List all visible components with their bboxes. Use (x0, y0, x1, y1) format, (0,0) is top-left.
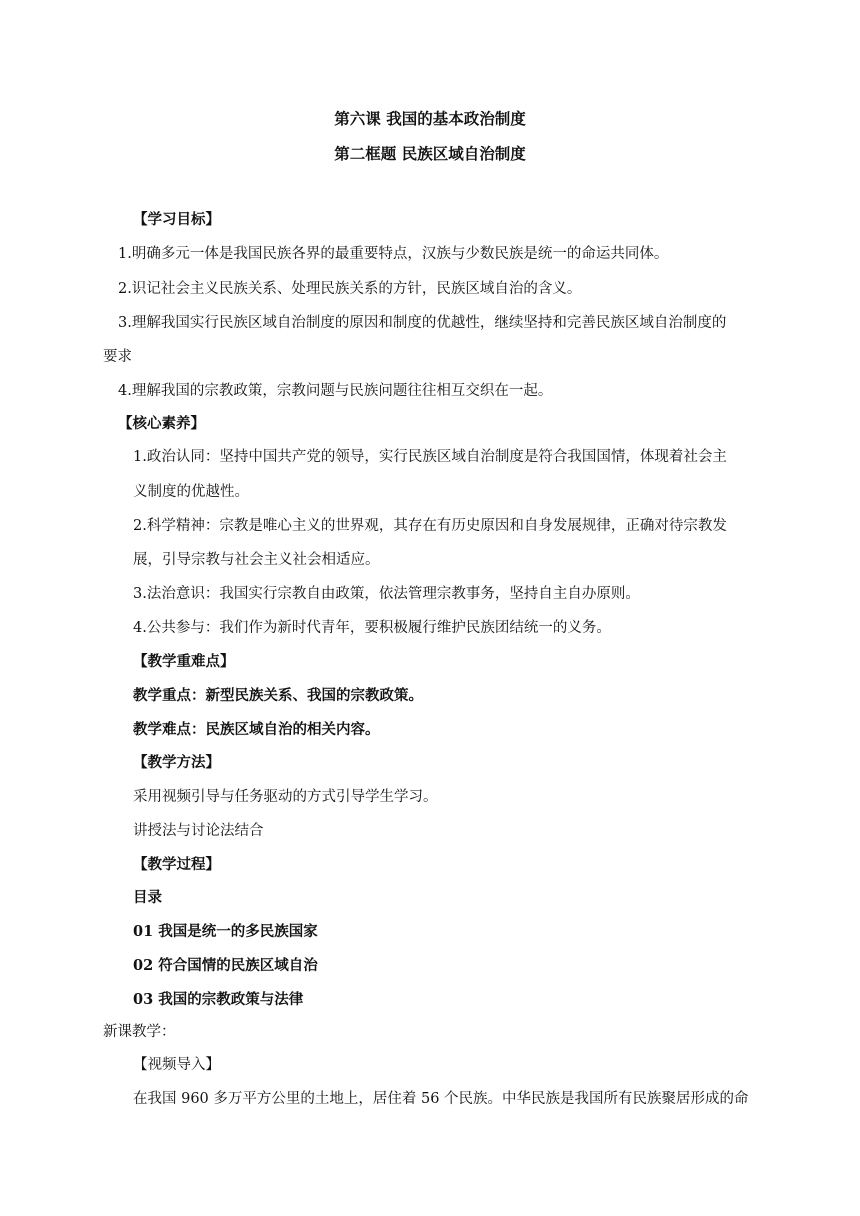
section-title: 第二框题 民族区域自治制度 (334, 144, 526, 163)
toc-item-2: 02 符合国情的民族区域自治 (133, 957, 318, 974)
methods-heading: 【教学方法】 (133, 754, 220, 771)
objective-item-3: 3.理解我国实行民族区域自治制度的原因和制度的优越性，继续坚持和完善民族区域自治制度的 (118, 315, 727, 331)
objective-item-2: 2.识记社会主义民族关系、处理民族关系的方针，民族区域自治的含义。 (118, 281, 582, 297)
objective-item-4: 4.理解我国的宗教政策，宗教问题与民族问题往往相互交织在一起。 (118, 383, 553, 399)
new-lesson-label: 新课教学： (103, 1024, 176, 1040)
literacy-item-1-continued: 义制度的优越性。 (133, 484, 249, 500)
video-intro-text: 在我国 960 多万平方公里的土地上，居住着 56 个民族。中华民族是我国所有民族聚居形成的命 (133, 1091, 749, 1107)
key-points-heading: 【教学重难点】 (133, 653, 235, 670)
process-heading: 【教学过程】 (133, 856, 220, 873)
toc-item-3: 03 我国的宗教政策与法律 (133, 991, 304, 1008)
method-line-2: 讲授法与讨论法结合 (133, 823, 264, 839)
teaching-focus: 教学重点：新型民族关系、我国的宗教政策。 (133, 687, 423, 704)
objective-item-1: 1.明确多元一体是我国民族各界的最重要特点，汉族与少数民族是统一的命运共同体。 (118, 246, 669, 262)
literacy-item-3: 3.法治意识：我国实行宗教自由政策，依法管理宗教事务，坚持自主自办原则。 (133, 586, 640, 602)
teaching-difficulty: 教学难点：民族区域自治的相关内容。 (133, 721, 380, 738)
video-heading: 【视频导入】 (133, 1057, 220, 1073)
literacy-item-2-continued: 展，引导宗教与社会主义社会相适应。 (133, 552, 380, 568)
objective-item-3-continued: 要求 (103, 349, 132, 365)
toc-item-1: 01 我国是统一的多民族国家 (133, 923, 318, 940)
method-line-1: 采用视频引导与任务驱动的方式引导学生学习。 (133, 789, 438, 805)
lesson-title: 第六课 我国的基本政治制度 (334, 109, 526, 128)
literacy-heading: 【核心素养】 (118, 415, 205, 432)
literacy-item-1: 1.政治认同：坚持中国共产党的领导，实行民族区域自治制度是符合我国国情，体现着社会主 (133, 449, 727, 465)
toc-label: 目录 (133, 889, 162, 906)
objectives-heading: 【学习目标】 (133, 211, 220, 228)
literacy-item-2: 2.科学精神：宗教是唯心主义的世界观，其存在有历史原因和自身发展规律，正确对待宗教发 (133, 518, 727, 534)
literacy-item-4: 4.公共参与：我们作为新时代青年，要积极履行维护民族团结统一的义务。 (133, 620, 611, 636)
